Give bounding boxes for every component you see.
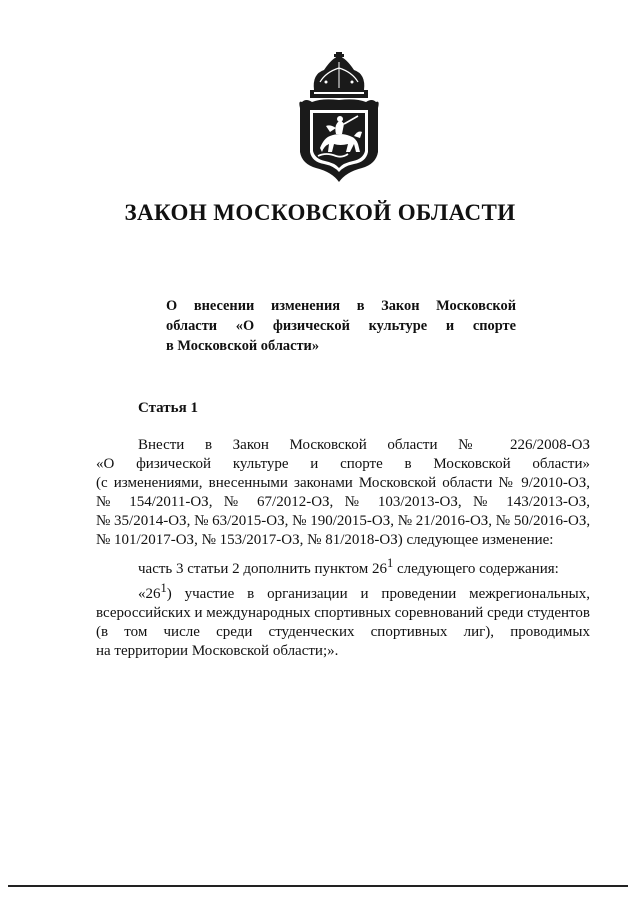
text-line: (с изменениями, внесенными законами Московской области № 9/2010-ОЗ, <box>96 475 590 491</box>
text-line: № 101/2017-ОЗ, № 153/2017-ОЗ, № 81/2018-ОЗ) следующее изменение: <box>96 532 554 548</box>
subject-line: области «О физической культуре и спорте <box>166 318 516 334</box>
text-line: часть 3 статьи 2 дополнить пунктом $26^1$ следующего содержания: <box>138 556 559 577</box>
text-line: «О физической культуре и спорте в Московской области» <box>96 456 590 472</box>
paragraph-amendment-content <box>96 554 590 661</box>
text-line: на территории Московской области;». <box>96 643 339 659</box>
page-bottom-rule <box>8 885 628 887</box>
text-line: № 154/2011-ОЗ, № 67/2012-ОЗ, № 103/2013-ОЗ, № 143/2013-ОЗ, <box>96 494 590 510</box>
crown-icon <box>310 52 368 98</box>
law-subject <box>166 296 516 356</box>
coat-of-arms-emblem <box>296 52 382 184</box>
shield-icon <box>299 99 378 182</box>
document-title: ЗАКОН МОСКОВСКОЙ ОБЛАСТИ <box>124 200 516 225</box>
text-line: (в том числе среди студенческих спортивных лиг), проводимых <box>96 624 590 640</box>
text-line: № 35/2014-ОЗ, № 63/2015-ОЗ, № 190/2015-ОЗ, № 21/2016-ОЗ, № 50/2016-ОЗ, <box>96 513 591 529</box>
paragraph-amendment-intro <box>96 436 590 550</box>
text-line: Внести в Закон Московской области № 226/2008-ОЗ <box>138 437 590 453</box>
subject-line: О внесении изменения в Закон Московской <box>166 298 516 314</box>
article-heading: Статья 1 <box>138 400 198 416</box>
text-line: всероссийских и международных спортивных соревнований среди студентов <box>96 605 590 621</box>
text-line: «$26^1$) участие в организации и проведении межрегиональных, <box>138 581 590 602</box>
subject-line: в Московской области» <box>166 338 320 354</box>
